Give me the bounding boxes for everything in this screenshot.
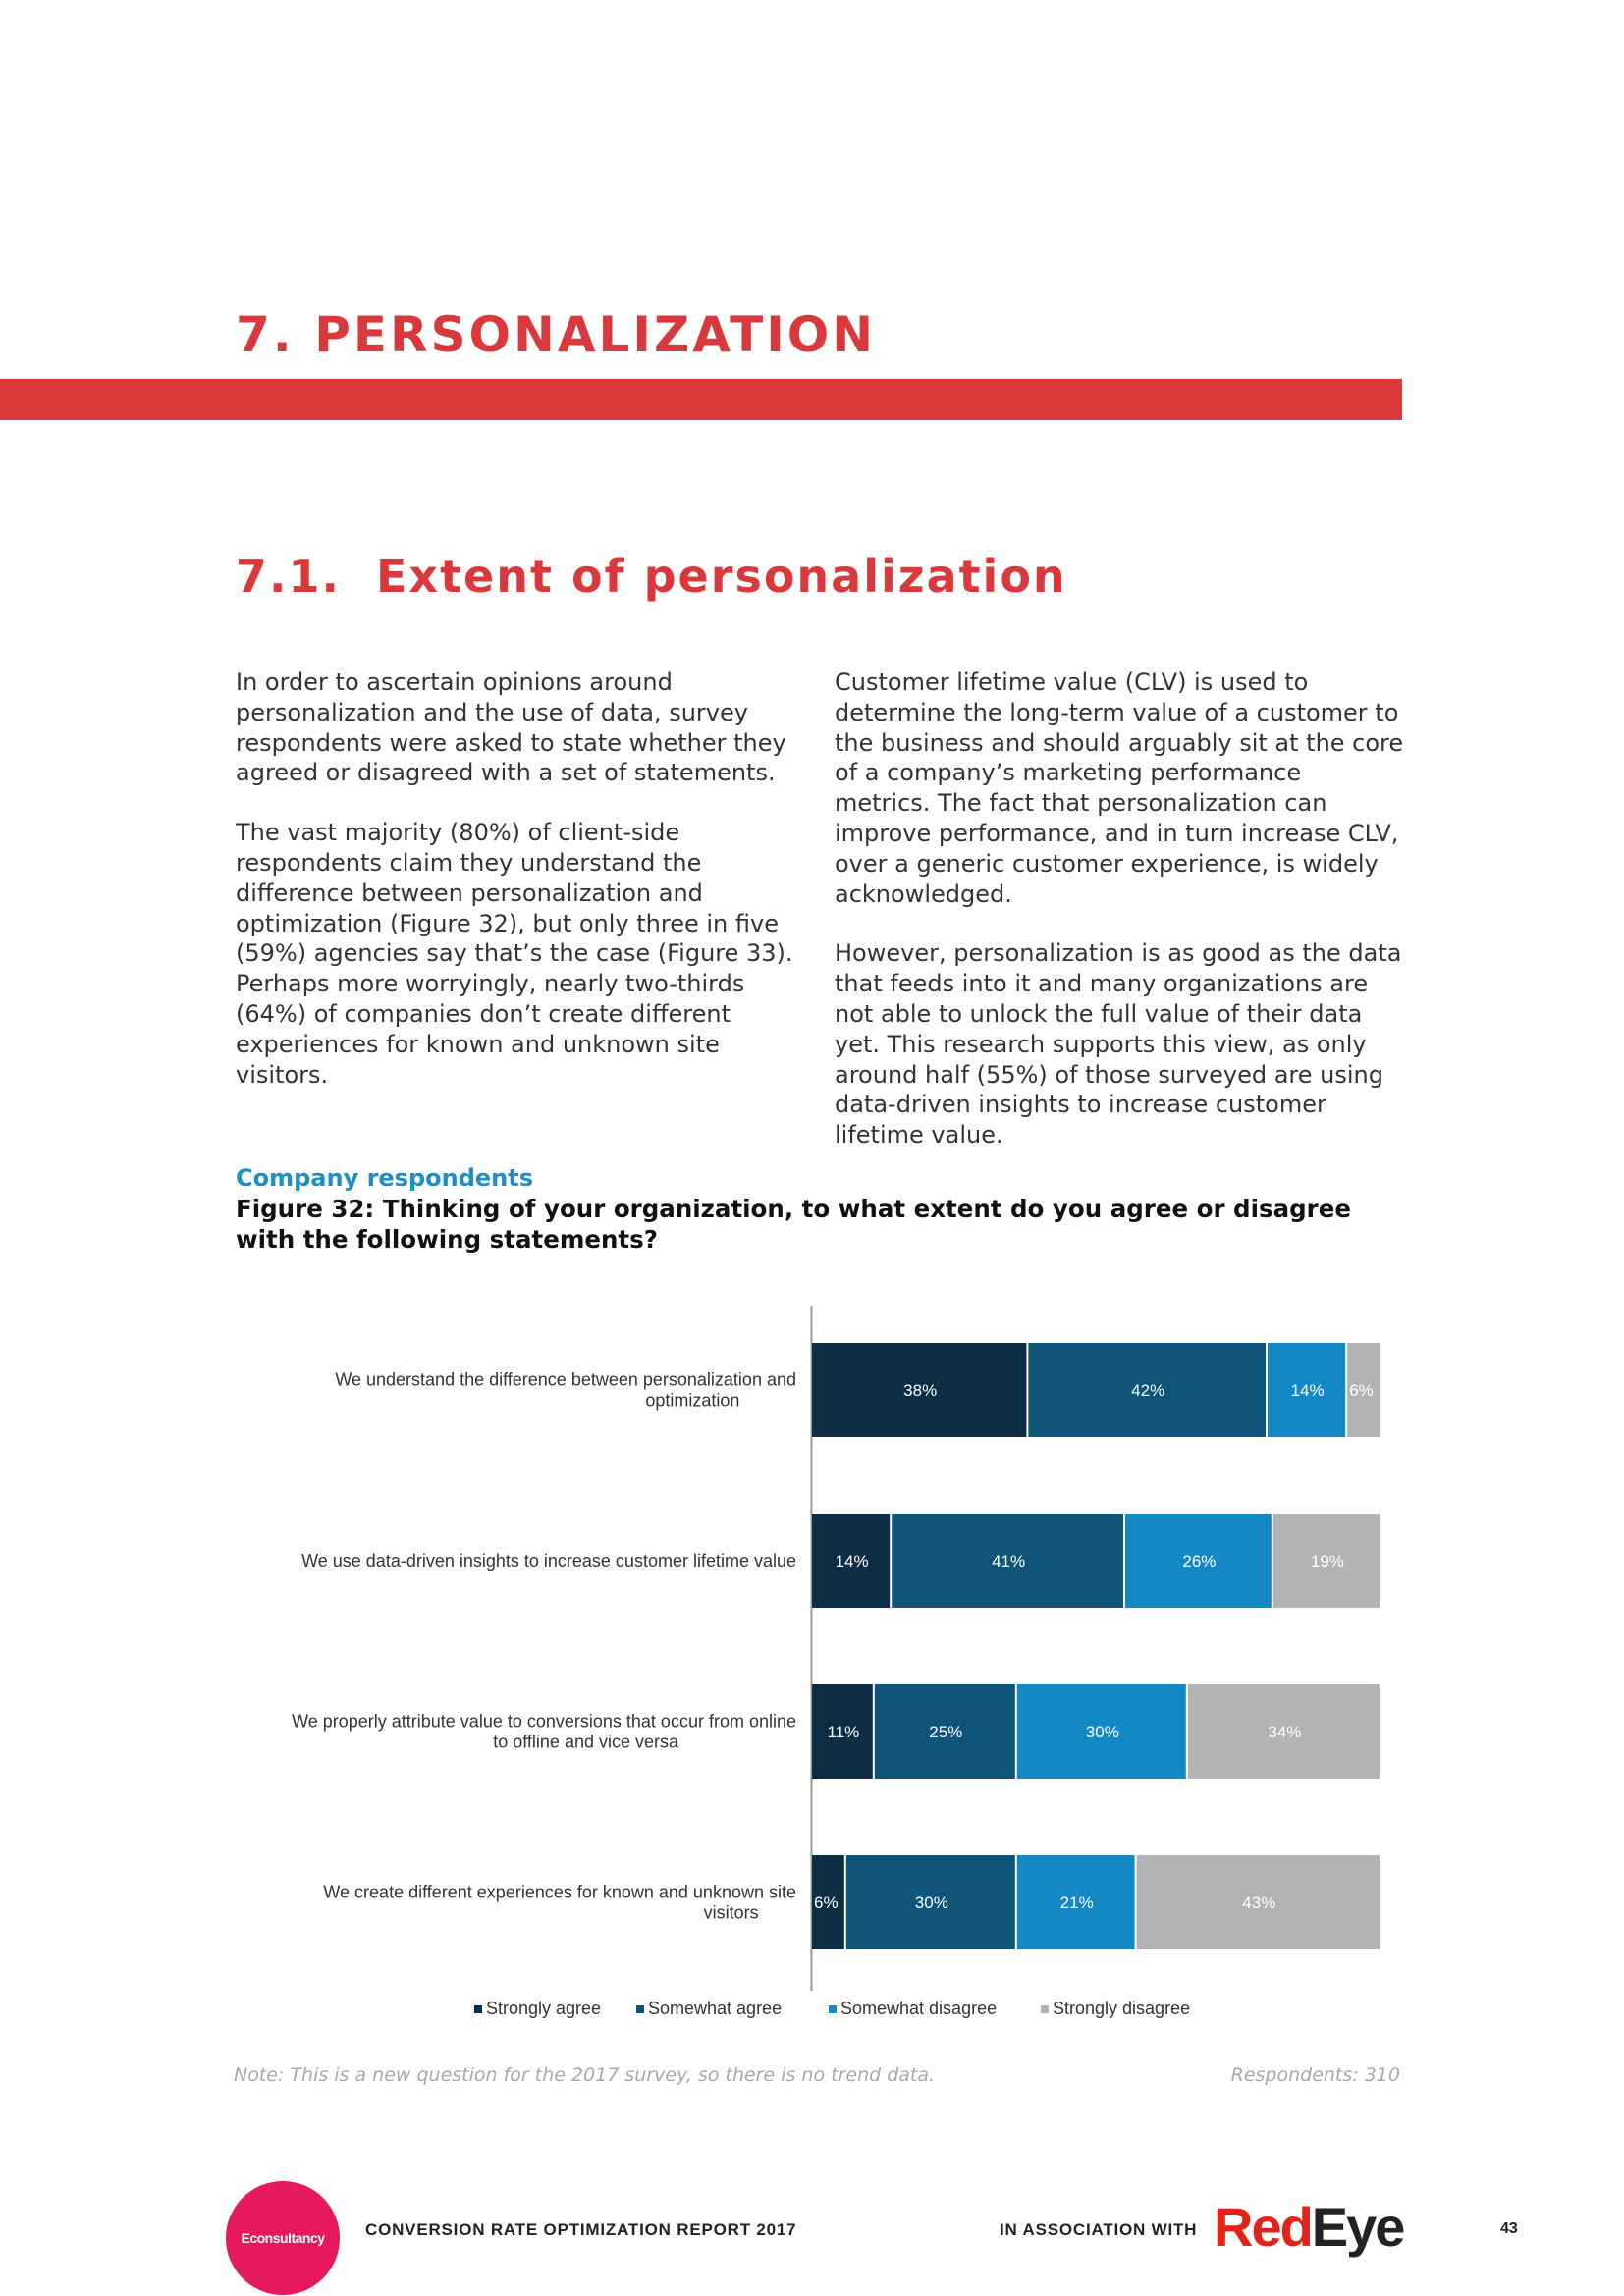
category-label: to offline and vice versa xyxy=(493,1732,678,1752)
category-label: We properly attribute value to conversions that occur from online xyxy=(292,1711,796,1732)
subsection-title xyxy=(236,550,1067,603)
paragraph: The vast majority (80%) of client-side respondents claim they understand the difference between personalization and optimization (Figure 32), but only three in five (59%) agencies say that’s the case (Figure 33). Perhaps more worryingly, nearly two-thirds (64%) of companies don’t create different experiences for known and unknown site visitors. xyxy=(236,819,793,1089)
footer-association: IN ASSOCIATION WITH xyxy=(1000,2220,1198,2239)
category-label: optimization xyxy=(645,1390,740,1411)
subsection-number: 7.1. xyxy=(236,550,341,603)
data-label: 21% xyxy=(1059,1894,1094,1912)
data-label: 30% xyxy=(914,1894,948,1912)
legend-swatch xyxy=(1041,2005,1049,2013)
body-column-right xyxy=(835,667,1404,1180)
category-label: We understand the difference between personalization and xyxy=(335,1369,796,1390)
legend-label: Somewhat agree xyxy=(648,1999,783,2018)
data-label: 43% xyxy=(1242,1894,1276,1912)
legend-label: Strongly agree xyxy=(486,1999,602,2018)
stacked-bar-chart xyxy=(0,1296,1624,2042)
legend-label: Somewhat disagree xyxy=(840,1999,998,2018)
paragraph: Customer lifetime value (CLV) is used to determine the long-term value of a customer to the business and should arguably sit at the core of a company’s marketing performance metrics. The fact that personalization can improve performance, and in turn increase CLV, over a generic customer experience, is widely acknowledged. xyxy=(835,668,1404,908)
figure-kicker: Company respondents xyxy=(236,1164,534,1192)
data-label: 38% xyxy=(903,1381,938,1400)
figure-note: Note: This is a new question for the 2017 survey, so there is no trend data. xyxy=(234,2064,936,2086)
redeye-logo-dark: Eye xyxy=(1311,2196,1404,2258)
data-label: 6% xyxy=(814,1894,839,1912)
page-number: 43 xyxy=(1500,2220,1518,2237)
subsection-title-text: Extent of personalization xyxy=(375,550,1067,603)
data-label: 30% xyxy=(1085,1723,1119,1741)
legend-swatch xyxy=(636,2005,644,2013)
econsultancy-logo: Econsultancy xyxy=(226,2181,340,2295)
data-label: 41% xyxy=(992,1552,1026,1571)
figure-title: Figure 32: Thinking of your organization, to what extent do you agree or disagree with the following statements? xyxy=(236,1195,1351,1254)
footer-report-title: CONVERSION RATE OPTIMIZATION REPORT 2017 xyxy=(365,2220,797,2239)
category-label: We use data-driven insights to increase customer lifetime value xyxy=(301,1551,796,1571)
redeye-logo xyxy=(1214,2195,1403,2259)
section-title: 7. PERSONALIZATION xyxy=(236,306,877,363)
data-label: 19% xyxy=(1310,1552,1344,1571)
body-column-left xyxy=(236,667,805,1119)
data-label: 11% xyxy=(827,1723,860,1741)
data-label: 25% xyxy=(929,1723,963,1741)
section-divider-bar xyxy=(0,379,1402,420)
category-label: visitors xyxy=(703,1902,759,1923)
category-label: We create different experiences for known and unknown site xyxy=(323,1882,796,1902)
data-label: 42% xyxy=(1131,1381,1165,1400)
paragraph: However, personalization is as good as the data that feeds into it and many organizations are not able to unlock the full value of their data yet. This research supports this view, as only around half (55%) of those surveyed are using data-driven insights to increase customer lifetime value. xyxy=(835,939,1402,1149)
legend-swatch xyxy=(829,2005,837,2013)
legend-label: Strongly disagree xyxy=(1053,1999,1191,2018)
data-label: 14% xyxy=(835,1552,869,1571)
data-label: 26% xyxy=(1182,1552,1217,1571)
data-label: 6% xyxy=(1349,1381,1374,1400)
legend-swatch xyxy=(474,2005,482,2013)
respondents-count: Respondents: 310 xyxy=(1230,2064,1400,2086)
paragraph: In order to ascertain opinions around personalization and the use of data, survey respondents were asked to state whether they agreed or disagreed with a set of statements. xyxy=(236,668,786,787)
data-label: 14% xyxy=(1290,1381,1325,1400)
redeye-logo-red: Red xyxy=(1214,2196,1312,2258)
data-label: 34% xyxy=(1268,1723,1302,1741)
